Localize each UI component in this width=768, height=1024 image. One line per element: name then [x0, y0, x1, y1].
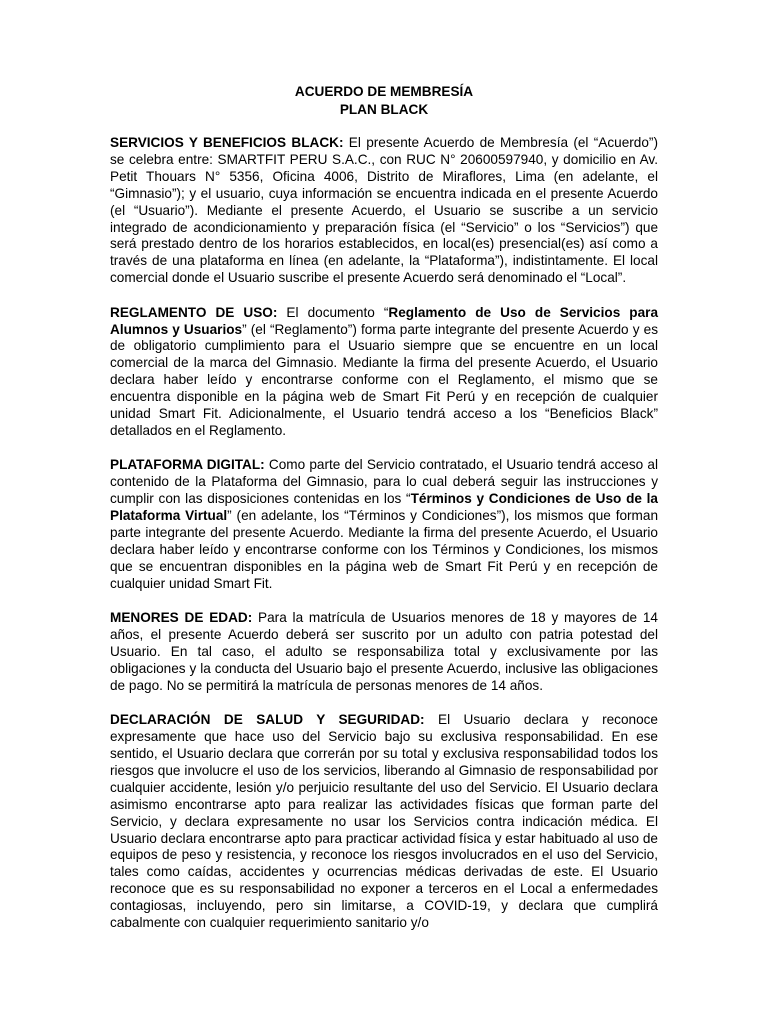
section-heading: REGLAMENTO DE USO:: [110, 304, 278, 320]
section-servicios-beneficios: [110, 135, 658, 287]
section-text: El documento “: [277, 304, 389, 320]
document-title: ACUERDO DE MEMBRESÍA: [294, 84, 474, 99]
document-subtitle: PLAN BLACK: [339, 101, 429, 117]
section-text: El Usuario declara y reconoce expresamente que hace uso del Servicio bajo su exclusiva responsabilidad. En ese sentido, el Usuario declara que correrán por su total y exclusiva responsabilidad todos los riesgos que involucre el uso de los servicios, liberando al Gimnasio de responsabilidad por cualquier accidente, lesión y/o perjuicio resultante del uso del Servicio. El Usuario declara asimismo encontrarse apto para realizar las actividades físicas que forman parte del Servicio, y declara expresamente no usar los Servicios contra indicación médica. El Usuario declara encontrarse apto para practicar actividad física y estar habituado al uso de equipos de peso y resistencia, y reconoce los riesgos involucrados en el uso del Servicio, tales como caídas, accidentes y ocurrencias médicas derivadas de este. El Usuario reconoce que es su responsabilidad no exponer a terceros en el Local a enfermedades contagiosas, incluyendo, pero sin limitarse, a COVID-19, y declara que cumplirá cabalmente con cualquier requerimiento sanitario y/o: [110, 712, 658, 931]
section-heading: PLATAFORMA DIGITAL:: [110, 457, 265, 473]
section-reglamento-de-uso: [110, 305, 658, 440]
reglamento-document-name: Reglamento de Uso de Servicios para Alumnos y Usuarios: [110, 304, 659, 337]
section-heading: SERVICIOS Y BENEFICIOS BLACK:: [110, 135, 344, 150]
section-heading: DECLARACIÓN DE SALUD Y SEGURIDAD:: [110, 712, 425, 728]
section-text: El presente Acuerdo de Membresía (el “Acuerdo”) se celebra entre: SMARTFIT PERU S.A.C., con RUC N° 20600597940, y domicilio en Av. Petit Thouars N° 5356, Oficina 4006, Distrito de Miraflores, Lima (en adelante, el “Gimnasio”); y el usuario, cuya información se encuentra indicada en el presente Acuerdo (el “Usuario”). Mediante el presente Acuerdo, el Usuario se suscribe a un servicio integrado de acondicionamiento y preparación física (el “Servicio” o los “Servicios”) que será prestado dentro de los horarios establecidos, en local(es) presencial(es) así como a través de una plataforma en línea (en adelante, la “Plataforma”), indistintamente. El local comercial donde el Usuario suscribe el presente Acuerdo será denominado el “Local”.: [110, 135, 658, 286]
section-text: Para la matrícula de Usuarios menores de 18 y mayores de 14 años, el presente Acuerdo deberá ser suscrito por un adulto con patria potestad del Usuario. En tal caso, el adulto se responsabiliza total y exclusivamente por las obligaciones y la conducta del Usuario bajo el presente Acuerdo, inclusive las obligaciones de pago. No se permitirá la matrícula de personas menores de 14 años.: [110, 610, 658, 693]
section-heading: MENORES DE EDAD:: [110, 610, 253, 626]
section-text: ” (en adelante, los “Términos y Condiciones”), los mismos que forman parte integrante del presente Acuerdo. Mediante la firma del presente Acuerdo, el Usuario declara haber leído y encontrarse conforme con los Términos y Condiciones, los mismos que se encuentran disponibles en la página web de Smart Fit Perú y en recepción de cualquier unidad Smart Fit.: [110, 508, 658, 591]
section-plataforma-digital: [110, 457, 658, 592]
section-declaracion-salud-seguridad: [110, 712, 658, 932]
terminos-document-name: Términos y Condiciones de Uso de la Plataforma Virtual: [110, 491, 658, 524]
section-menores-de-edad: [110, 610, 658, 695]
section-text: ” (el “Reglamento”) forma parte integrante del presente Acuerdo y es de obligatorio cumplimiento para el Usuario siempre que se encuentre en un local comercial de la marca del Gimnasio. Mediante la firma del presente Acuerdo, el Usuario declara haber leído y encontrarse conforme con el Reglamento, el mismo que se encuentra disponible en la página web de Smart Fit Perú y en recepción de cualquier unidad Smart Fit. Adicionalmente, el Usuario tendrá acceso a los “Beneficios Black” detallados en el Reglamento.: [110, 321, 658, 438]
document-body: [110, 83, 658, 932]
section-text: Como parte del Servicio contratado, el Usuario tendrá acceso al contenido de la Plataforma del Gimnasio, para lo cual deberá seguir las instrucciones y cumplir con las disposiciones contenidas en los “: [110, 457, 658, 507]
title-block: [110, 83, 658, 118]
